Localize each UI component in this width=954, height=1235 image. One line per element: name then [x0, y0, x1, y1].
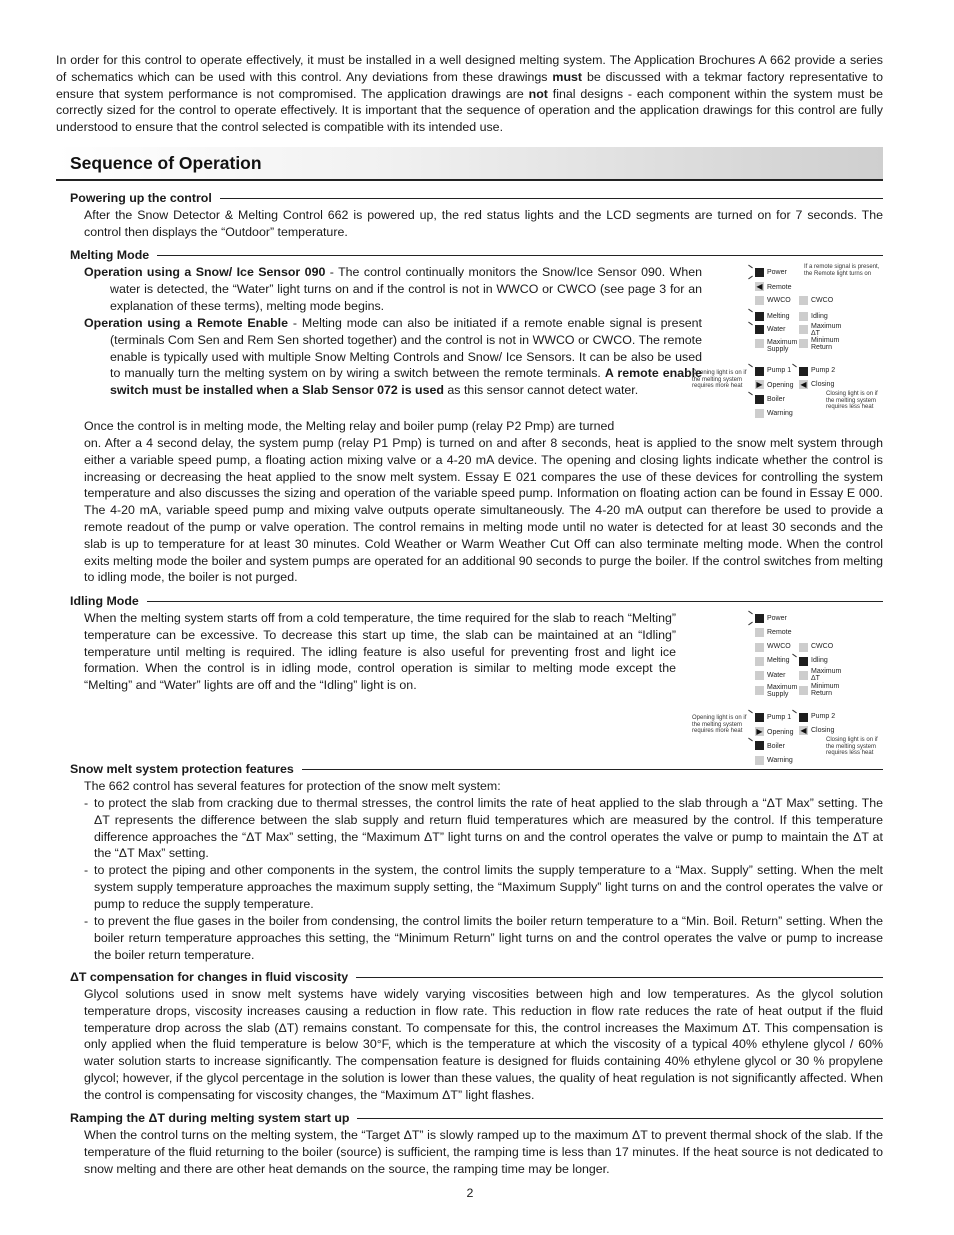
- max-supply-light: [755, 686, 764, 695]
- idling-text: When the melting system starts off from a cold temperature, the time required for the slab to reach “Melting” temperature can be excessive. To decrease this start up time, the slab can be maintained at an “Idling” temperature until melting is required. The idling feature is also useful for preventing frost and light ice formation. When the control is in idling mode, control operation is similar to melting mode except the “Melting” and “Water” lights are off and the “Idling” light is on.: [84, 611, 676, 693]
- ramping-text: When the control turns on the melting system, the “Target ΔT” is slowly ramped up to the maximum ΔT to prevent thermal shock of the slab. If the temperature of the fluid returning to the boiler (source) is sufficient, the ramping time is less than 17 minutes. If the heat source is not dedicated to snow melting and there are other heat demands on the source, the ramping time may be longer.: [84, 1128, 883, 1176]
- viscosity-heading: ΔT compensation for changes in fluid viscosity: [70, 969, 883, 985]
- idling-label: Idling: [811, 313, 828, 320]
- status-panel-idling: [690, 610, 890, 770]
- pump2-light: [799, 367, 808, 376]
- pump1-label: Pump 1: [767, 714, 792, 721]
- cwco-label: CWCO: [811, 297, 834, 304]
- melting-label: Melting: [767, 657, 790, 664]
- water-label: Water: [767, 326, 786, 333]
- melting-body-start: Once the control is in melting mode, the Melting relay and boiler pump (relay P2 Pmp) are turned: [84, 419, 615, 433]
- min-return-light: [799, 686, 808, 695]
- max-dt-label: Maximum ΔT: [811, 323, 842, 337]
- protection-intro: The 662 control has several features for protection of the snow melt system:: [84, 779, 501, 793]
- opening-label: Opening: [767, 729, 794, 736]
- cwco-light: [799, 296, 808, 305]
- opening-note: Opening light is on if the melting system requires more heat: [692, 370, 747, 389]
- max-dt-label: Maximum ΔT: [811, 668, 842, 682]
- remote-label: Remote: [767, 629, 792, 636]
- protection-item: - to prevent the flue gases in the boiler from condensing, the control limits the boiler return temperature to a “Min. Boil. Return” setting. When the boiler return temperature approaches this setting, the “Minimum Return” light turns on and the control operates the valve or pump to increase the boiler return temperature.: [84, 914, 883, 962]
- power-label: Power: [767, 615, 787, 622]
- opening-arrow-icon: ▶: [756, 727, 763, 736]
- ramping-heading: Ramping the ΔT during melting system start up: [70, 1110, 883, 1126]
- closing-note: Closing light is on if the melting system requires less heat: [826, 391, 878, 410]
- warning-label: Warning: [767, 410, 793, 417]
- max-dt-light: [799, 325, 808, 334]
- idling-heading: Idling Mode: [70, 593, 883, 609]
- melting-light: [755, 657, 764, 666]
- min-return-label: Minimum Return: [811, 683, 840, 697]
- melting-label: Melting: [767, 313, 790, 320]
- pump1-light: [755, 713, 764, 722]
- power-light: [755, 614, 764, 623]
- power-label: Power: [767, 269, 787, 276]
- water-light: [755, 325, 764, 334]
- intro-paragraph: In order for this control to operate effectively, it must be installed in a well designed melting system. The Application Brochures A 662 provide a series of schematics which can be used with this control. Any deviations from these drawings must be discussed with a tekmar factory representative to ensure that system performance is not compromised. The application drawings are not final designs - each component within the system must be correctly sized for the control to operate effectively. It is important that the sequence of operation and the application drawings for this control are fully understood to ensure that the control selected is compatible with its intended use.: [56, 53, 884, 135]
- section-banner: [56, 147, 883, 181]
- closing-arrow-icon: ◀: [800, 380, 807, 389]
- protection-heading: Snow melt system protection features: [70, 761, 883, 777]
- max-supply-light: [755, 339, 764, 348]
- idling-label: Idling: [811, 657, 828, 664]
- warning-light: [755, 409, 764, 418]
- warning-label: Warning: [767, 757, 793, 764]
- pump2-light: [799, 713, 808, 722]
- closing-label: Closing: [811, 381, 835, 388]
- remote-light: [755, 628, 764, 637]
- page-number: 2: [466, 1186, 474, 1200]
- closing-arrow-icon: ◀: [800, 726, 807, 735]
- wwco-light: [755, 296, 764, 305]
- power-light: [755, 268, 764, 277]
- remote-enable-paragraph: Operation using a Remote Enable - Melting mode can also be initiated if a remote enable signal is present (terminals Com Sen and Rem Sen shorted together) and the control is not in WWCO or CWCO. The remote enable is typically used with multiple Snow Melting Controls and Snow/ Ice Sensors. It can be also be used to manually turn the melting system on by wiring a switch between the remote terminals. A remote enable switch must be installed when a Slab Sensor 072 is used as this sensor cannot detect water.: [84, 316, 702, 398]
- min-return-label: Minimum Return: [811, 337, 840, 351]
- closing-note: Closing light is on if the melting system requires less heat: [826, 737, 878, 756]
- max-supply-label: Maximum Supply: [767, 339, 798, 353]
- opening-label: Opening: [767, 382, 794, 389]
- pump1-light: [755, 367, 764, 376]
- water-light: [755, 671, 764, 680]
- status-panel-melting: [690, 262, 890, 422]
- protection-item: - to protect the slab from cracking due to thermal stresses, the control limits the rate of heat applied to the slab through a “ΔT Max” setting. The ΔT represents the difference between the slab supply and return fluid temperatures which are measured by the control. If this temperature difference approaches the “ΔT Max” setting, the “Maximum ΔT” light turns on and the control operates the valve or pump to maintain the ΔT at the “ΔT Max” setting.: [84, 796, 883, 861]
- remote-pointer-icon: ◀: [756, 282, 763, 291]
- water-label: Water: [767, 672, 786, 679]
- pump2-label: Pump 2: [811, 367, 836, 374]
- min-return-light: [799, 339, 808, 348]
- idling-light: [799, 312, 808, 321]
- idling-light: [799, 657, 808, 666]
- boiler-light: [755, 395, 764, 404]
- boiler-label: Boiler: [767, 743, 785, 750]
- wwco-label: WWCO: [767, 643, 791, 650]
- melting-light: [755, 312, 764, 321]
- section-title: Sequence of Operation: [70, 153, 262, 173]
- melting-body: on. After a 4 second delay, the system pump (relay P1 Pmp) is turned on and after 8 seconds, heat is applied to the snow melt system through either a variable speed pump, a floating action mixing valve or a 4-20 mA device. The opening and closing lights indicate whether the control is increasing or decreasing the heat applied to the snow melt system. Essay E 021 compares the use of these devices for controlling the system temperature and also discusses the sizing and operation of the variable speed pump. Information on floating action can be found in Essay E 000. The 4-20 mA, variable speed pump and mixing valve outputs operate simultaneously. The 4-20 mA output can therefore be used to provide a remote readout of the pump or valve operation. The control remains in melting mode until no water is detected for at least 30 seconds and the slab is up to temperature for at least 30 minutes. Cold Weather or Warm Weather Cut Off can also terminate melting mode. When the control exits melting mode the boiler and system pumps are operated for an additional 90 seconds to purge the boiler. If the control switches from melting to idling mode, the boiler is not purged.: [84, 436, 883, 585]
- wwco-label: WWCO: [767, 297, 791, 304]
- cwco-label: CWCO: [811, 643, 834, 650]
- powering-text: After the Snow Detector & Melting Control 662 is powered up, the red status lights and the LCD segments are turned on for 7 seconds. The control then displays the “Outdoor” temperature.: [84, 208, 883, 239]
- pump2-label: Pump 2: [811, 713, 836, 720]
- remote-note: If a remote signal is present, the Remote light turns on: [804, 264, 880, 277]
- powering-heading: Powering up the control: [70, 190, 883, 206]
- melting-heading: Melting Mode: [70, 247, 883, 263]
- protection-item: - to protect the piping and other components in the system, the control limits the supply temperature to a “Max. Supply” setting. When the melt system supply temperature approaches the maximum supply setting, the “Maximum Supply” light turns on and the control operates the valve or pump to reduce the supply temperature.: [84, 863, 883, 911]
- boiler-label: Boiler: [767, 396, 785, 403]
- remote-label: Remote: [767, 284, 792, 291]
- wwco-light: [755, 643, 764, 652]
- closing-label: Closing: [811, 727, 835, 734]
- boiler-light: [755, 741, 764, 750]
- cwco-light: [799, 643, 808, 652]
- viscosity-text: Glycol solutions used in snow melt systems have widely varying viscosities between high and low temperatures. As the glycol solution temperature drops, viscosity increases causing a reduction in flow rate. This reduction in flow rate reduces the rate of heat output if the fluid temperature drop across the slab (ΔT) remains constant. To compensate for this, the control increases the Maximum ΔT. This compensation is only applied when the fluid temperature is below 30°F, which is the temperature at which the viscosity of a typical 40% ethylene glycol / 60% water solution starts to increase significantly. The compensation feature is designed for fluids containing 40% ethylene glycol or 30 % propylene glycol; however, if the glycol percentage in the solution is lower than these values, the quality of heat regulation is not significantly affected. When the control is compensating for viscosity changes, the “Maximum ΔT” light flashes.: [84, 987, 883, 1102]
- max-supply-label: Maximum Supply: [767, 684, 798, 698]
- opening-note: Opening light is on if the melting system requires more heat: [692, 715, 747, 734]
- max-dt-light: [799, 671, 808, 680]
- snow-sensor-paragraph: Operation using a Snow/ Ice Sensor 090 - The control continually monitors the Snow/Ice Sensor 090. When water is detected, the “Water” light turns on and if the control is not in WWCO or CWCO (see page 3 for an explanation of these terms), melting mode begins.: [84, 265, 702, 313]
- opening-arrow-icon: ▶: [756, 380, 763, 389]
- pump1-label: Pump 1: [767, 367, 792, 374]
